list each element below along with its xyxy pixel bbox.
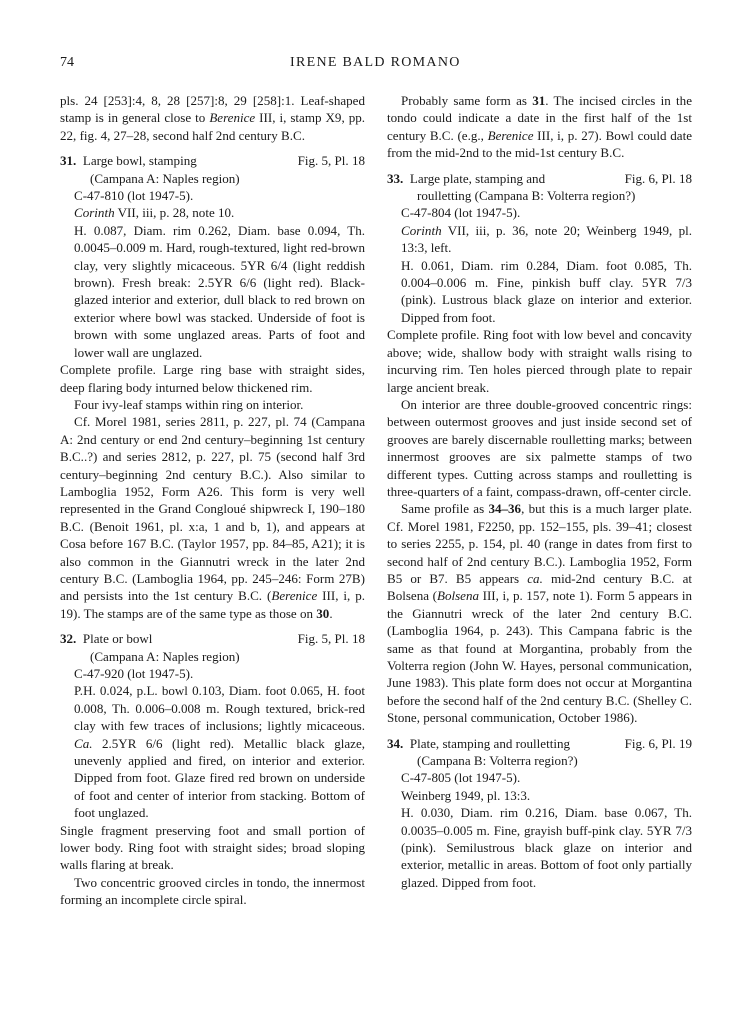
entry-32-heading — [60, 630, 365, 665]
bibliography: Corinth VII, iii, p. 36, note 20; Weinberg 1949, pl. 13:3, left. — [401, 222, 692, 256]
description: H. 0.030, Diam. rim 0.216, Diam. base 0.067, Th. 0.0035–0.005 m. Fine, grayish buff-pink clay. 5YR 7/3 (pink). Semilustrous black glaze on interior and exterior, metallic in areas. Bottom of foot only partially glazed. Dipped from foot. — [401, 805, 692, 890]
profile-paragraph: Complete profile. Large ring base with straight sides, deep flaring body inturned below thickened rim. — [60, 362, 365, 395]
comparanda-paragraph: Same profile as 34–36, but this is a much larger plate. Cf. Morel 1981, F2250, pp. 152–155, pls. 39–41; closest to series 2255, p. 154, pl. 40 (range in dates from first to second half of 2nd century B.C.). Lamboglia 1952, Form B5 or B7. B5 appears ca. mid-2nd century B.C. at Bolsena (Bolsena III, i, p. 157, note 1). Form 5 appears in the Giannutri wreck of the later 2nd century B.C. (Lamboglia 1964, p. 243). This Campana fabric is the same as that found at Morgantina, probably from the Volterra region (John W. Hayes, personal communication, June 1983). This plate form does not occur at Morgantina before the second half of the 2nd century B.C. (Shelley C. Stone, personal communication, October 1986). — [387, 501, 693, 726]
entry-number: 34. — [387, 735, 404, 751]
entry-title: Large plate, stamping and — [409, 170, 546, 186]
bibliography: Corinth VII, iii, p. 28, note 10. — [74, 205, 235, 221]
inventory-number: C-47-920 (lot 1947-5). — [74, 666, 194, 681]
continuation-paragraph: Probably same form as 31. The incised circles in the tondo could indicate a date in the first half of the 1st century B.C. (e.g., Berenice III, i, p. 27). Bowl could date from the mid-2nd to the mid-1st century B.C. — [387, 93, 692, 161]
entry-number: 32. — [60, 631, 77, 647]
intro-paragraph: pls. 24 [253]:4, 8, 28 [257]:8, 29 [258]:1. Leaf-shaped stamp is in general close to Berenice III, i, stamp X9, pp. 22, fig. 4, 27–28, second half 2nd century B.C. — [60, 93, 366, 143]
page-number: 74 — [60, 55, 74, 70]
inventory-number: C-47-810 (lot 1947-5). — [74, 188, 194, 204]
description: P.H. 0.024, p.L. bowl 0.103, Diam. foot 0.065, H. foot 0.008, Th. 0.006–0.008 m. Rough textured, brick-red clay with few traces of inclusions; lightly micaceous. Ca. 2.5YR 6/6 (light red). Metallic black glaze, unevenly applied and fired, on interior and exterior. Dipped from foot. Glaze fired red brown on underside of foot and center of interior from stacking. Bottom of foot unglazed. — [74, 683, 365, 821]
comparanda-paragraph: Cf. Morel 1981, series 2811, p. 227, pl. 74 (Campana A: 2nd century or end 2nd century–beginning 1st century B.C..?) and series 2812, p. 227, pl. 75 (second half 3rd century–beginning 2nd century B.C.). Also similar to Lamboglia 1952, Form A26. This form is very well represented in the Grand Congloué shipwreck I, 190–180 B.C. (Benoit 1961, pl. x:a, 1 and b, 1), and appears at Cosa before 167 B.C. (Taylor 1957, pp. 84–85, A21); it is also common in the Giannutri wreck in the later 2nd century B.C. (Lamboglia 1964, pp. 245–246: Form 27B) and persists into the 1st century B.C. (Berenice III, i, p. 19). The stamps are of the same type as those on 30. — [60, 414, 365, 621]
entry-33-heading — [387, 170, 692, 205]
entry-number: 33. — [387, 170, 404, 186]
stamps-paragraph: Four ivy-leaf stamps within ring on interior. — [74, 396, 304, 412]
right-column — [387, 92, 692, 891]
figure-reference: Fig. 5, Pl. 18 — [297, 153, 365, 169]
inventory-number: C-47-804 (lot 1947-5). — [401, 205, 521, 221]
entry-title: Plate, stamping and roulletting — [409, 735, 571, 751]
profile-paragraph: Complete profile. Ring foot with low bevel and concavity above; wide, shallow body with straight walls rising to incurving rim. Ten holes pierced through plate to repair large ancient break. — [387, 327, 692, 395]
description: H. 0.061, Diam. rim 0.284, Diam. foot 0.085, Th. 0.004–0.006 m. Fine, pinkish buff clay. 5YR 7/3 (pink). Lustrous black glaze on interior and exterior. Dipped from foot. — [401, 257, 692, 325]
left-column — [60, 92, 365, 909]
entry-subtitle: (Campana A: Naples region) — [90, 648, 240, 664]
entry-31-heading — [60, 152, 365, 187]
entry-subtitle: (Campana A: Naples region) — [90, 170, 240, 186]
fragment-paragraph: Single fragment preserving foot and small portion of lower body. Ring foot with straight sides; broad sloping walls flaring at break. — [60, 822, 365, 873]
entry-title: Plate or bowl — [82, 631, 153, 647]
interior-paragraph: On interior are three double-grooved concentric rings: between outermost grooves and just inside second set of grooves are barely discernable roulletting marks; between innermost grooves are six palmette stamps of two different types. Cutting across stamps and roulletting is three-quarters of a faint, compass-drawn, off-center circle. — [387, 396, 692, 499]
entry-number: 31. — [60, 153, 77, 169]
description: H. 0.087, Diam. rim 0.262, Diam. base 0.094, Th. 0.0045–0.009 m. Hard, rough-textured, light red-brown clay, very slightly micaceous. 5YR 6/4 (light reddish brown). Fresh break: 2.5YR 6/6 (light red). Black-glazed interior and exterior, dull black to red brown on exterior where bowl was stacked. Underside of foot is brown with some unglazed areas. Parts of foot and lower wall are unglazed. — [74, 222, 365, 360]
running-head: IRENE BALD ROMANO — [290, 55, 461, 70]
inventory-number: C-47-805 (lot 1947-5). — [401, 770, 521, 786]
bibliography: Weinberg 1949, pl. 13:3. — [401, 787, 531, 803]
figure-reference: Fig. 5, Pl. 18 — [297, 631, 365, 647]
entry-subtitle: (Campana B: Volterra region?) — [417, 753, 578, 769]
entry-subtitle: roulletting (Campana B: Volterra region?) — [417, 188, 636, 204]
circles-paragraph: Two concentric grooved circles in tondo, the innermost forming an incomplete circle spiral. — [60, 874, 365, 908]
entry-34-heading — [387, 735, 692, 770]
figure-reference: Fig. 6, Pl. 19 — [624, 735, 692, 751]
entry-title: Large bowl, stamping — [82, 153, 197, 169]
figure-reference: Fig. 6, Pl. 18 — [624, 170, 692, 186]
